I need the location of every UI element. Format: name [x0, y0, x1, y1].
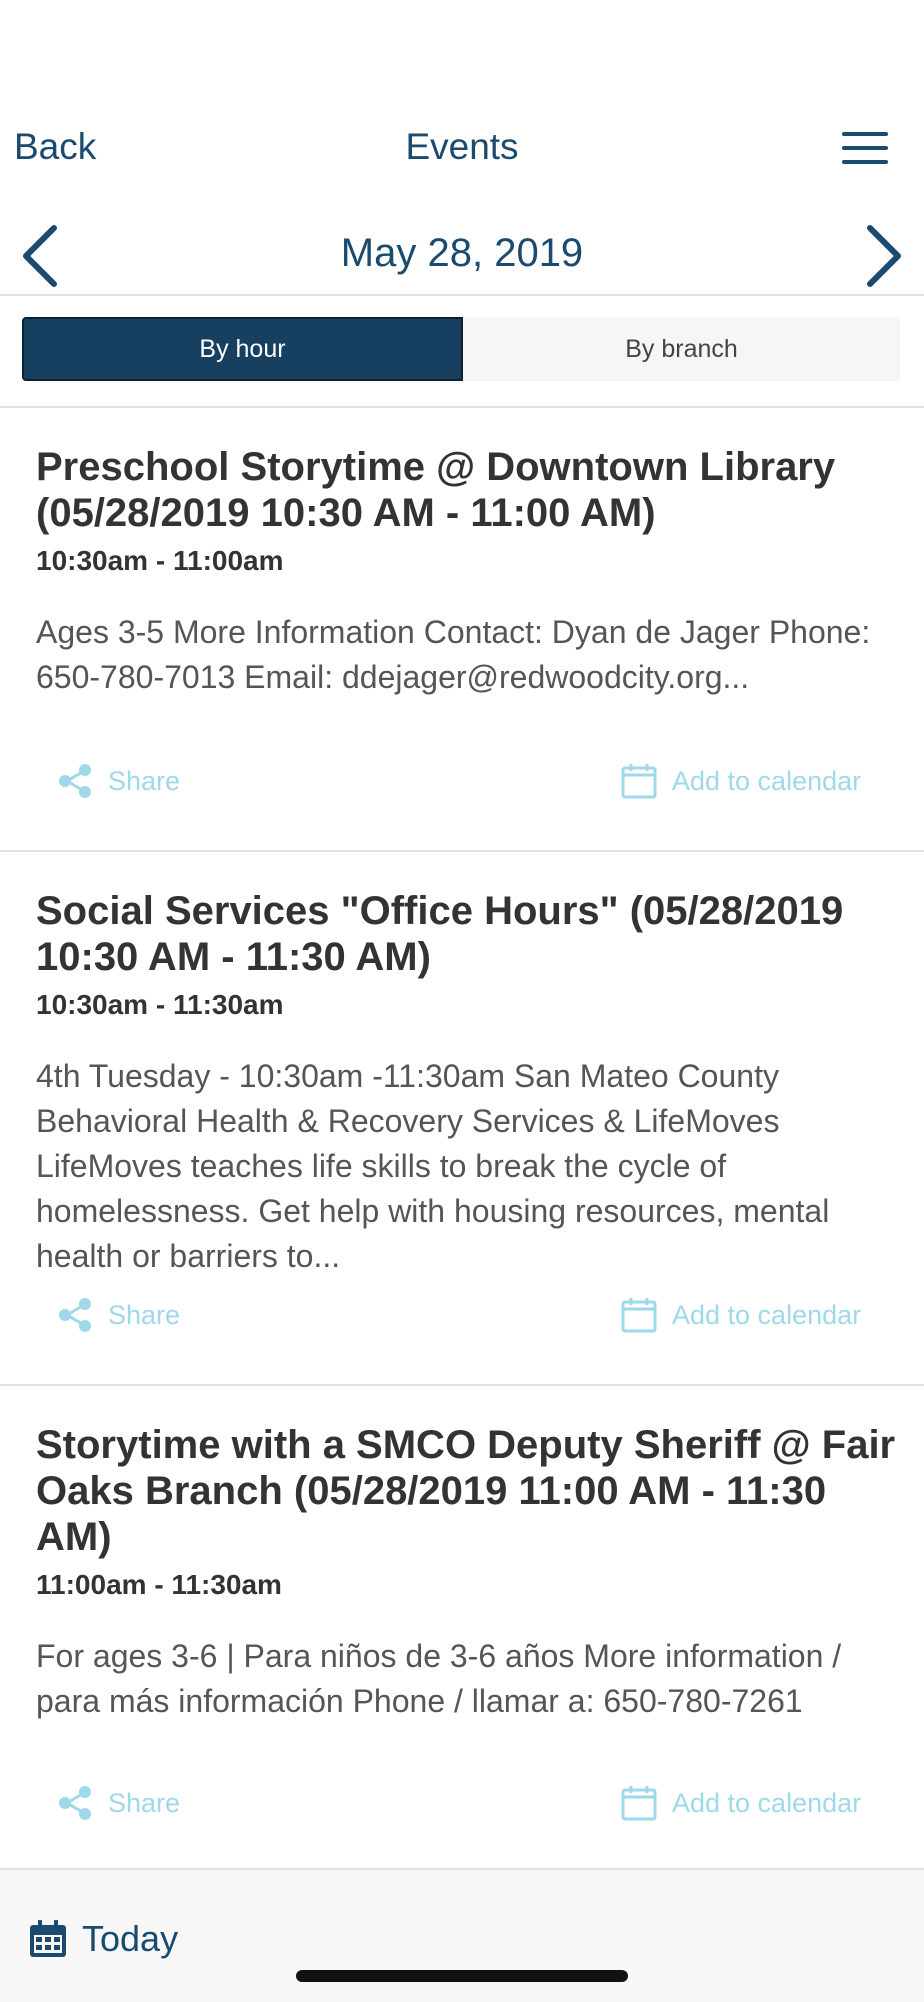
- share-label: Share: [108, 765, 181, 796]
- back-button[interactable]: Back: [14, 126, 97, 167]
- chevron-right-icon[interactable]: [856, 220, 906, 290]
- add-to-calendar-button[interactable]: [620, 1784, 861, 1822]
- add-to-calendar-label: Add to calendar: [672, 1787, 862, 1818]
- list-divider: [0, 406, 924, 408]
- hamburger-menu-icon[interactable]: [840, 128, 890, 168]
- share-icon: [56, 1296, 94, 1334]
- list-divider: [0, 850, 924, 852]
- calendar-icon: [620, 1784, 658, 1822]
- event-description: Ages 3-5 More Information Contact: Dyan de Jager Phone: 650-780-7013 Email: ddejager@redwoodcity.org...: [36, 614, 871, 695]
- event-title: Storytime with a SMCO Deputy Sheriff @ Fair Oaks Branch (05/28/2019 11:00 AM - 11:30 AM): [36, 1423, 896, 1559]
- event-title: Preschool Storytime @ Downtown Library (05/28/2019 10:30 AM - 11:00 AM): [36, 445, 836, 535]
- today-label: Today: [82, 1918, 179, 1959]
- calendar-icon: [620, 1296, 658, 1334]
- today-button[interactable]: [28, 1918, 178, 1960]
- share-icon: [56, 762, 94, 800]
- add-to-calendar-button[interactable]: [620, 762, 861, 800]
- list-divider: [0, 1384, 924, 1386]
- share-button[interactable]: [56, 1296, 180, 1334]
- event-time: 11:00am - 11:30am: [36, 1569, 282, 1600]
- add-to-calendar-label: Add to calendar: [672, 765, 862, 796]
- by-hour-tab[interactable]: By hour: [22, 317, 463, 381]
- home-indicator[interactable]: [296, 1970, 628, 1982]
- view-toggle: [22, 317, 900, 381]
- date-navigator: [0, 210, 924, 296]
- event-time: 10:30am - 11:30am: [36, 989, 284, 1020]
- event-description: 4th Tuesday - 10:30am -11:30am San Mateo County Behavioral Health & Recovery Services & LifeMoves LifeMoves teaches life skills to break the cycle of homelessness. Get help with housing resources, mental health or barriers to...: [36, 1058, 830, 1274]
- share-button[interactable]: [56, 1784, 180, 1822]
- by-branch-tab[interactable]: By branch: [463, 317, 900, 381]
- event-title: Social Services "Office Hours" (05/28/2019 10:30 AM - 11:30 AM): [36, 889, 844, 979]
- page-title: Events: [405, 126, 519, 167]
- share-icon: [56, 1784, 94, 1822]
- event-description: For ages 3-6 | Para niños de 3-6 años More information / para más información Phone / llamar a: 650-780-7261: [36, 1638, 842, 1719]
- share-button[interactable]: [56, 762, 180, 800]
- add-to-calendar-button[interactable]: [620, 1296, 861, 1334]
- calendar-icon: [620, 762, 658, 800]
- event-time: 10:30am - 11:00am: [36, 545, 284, 576]
- share-label: Share: [108, 1299, 181, 1330]
- current-date: May 28, 2019: [340, 231, 584, 275]
- navigation-bar: [0, 0, 924, 200]
- add-to-calendar-label: Add to calendar: [672, 1299, 862, 1330]
- share-label: Share: [108, 1787, 181, 1818]
- calendar-icon: [28, 1919, 68, 1959]
